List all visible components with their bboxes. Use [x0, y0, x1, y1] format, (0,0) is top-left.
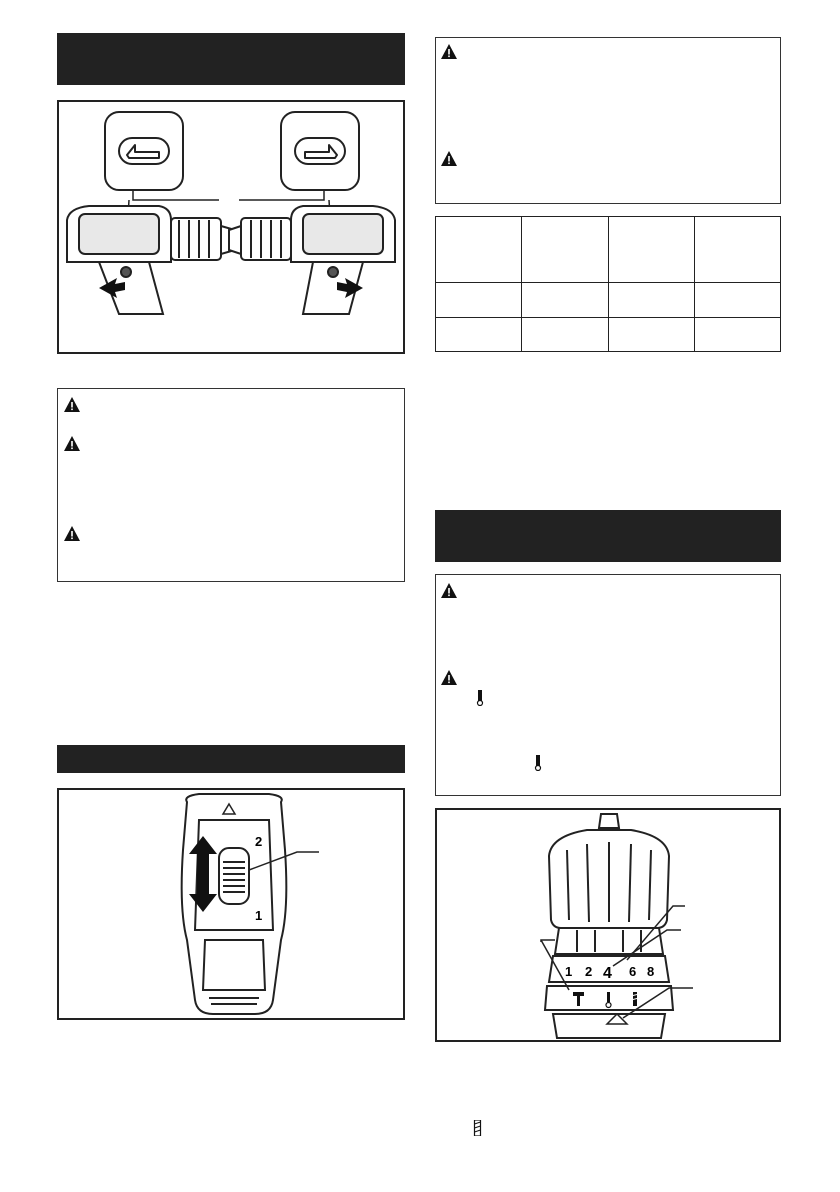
section-header-bar — [435, 510, 781, 562]
warning-icon — [441, 583, 457, 598]
torque-number: 8 — [647, 964, 655, 979]
drill-right — [229, 206, 395, 314]
warning-icon — [64, 526, 80, 541]
torque-number: 4 — [603, 965, 612, 982]
table-cell — [694, 283, 780, 318]
warning-box-left — [57, 388, 405, 582]
arrow-left-icon — [119, 138, 169, 164]
table-cell — [608, 217, 694, 283]
table-cell — [436, 283, 522, 318]
speed-slider — [219, 848, 249, 904]
reversing-switch-illustration — [59, 102, 403, 352]
table-cell — [522, 318, 608, 352]
section-header-bar — [57, 745, 405, 773]
speed-change-figure — [57, 788, 405, 1020]
warning-icon — [441, 151, 457, 166]
warning-icon — [441, 670, 457, 685]
spec-table — [435, 216, 781, 352]
table-cell — [522, 217, 608, 283]
table-cell — [436, 318, 522, 352]
table-cell — [608, 318, 694, 352]
position-2-label: 2 — [255, 834, 263, 849]
section-header-bar — [57, 33, 405, 85]
screw-icon — [475, 690, 485, 706]
table-cell — [694, 318, 780, 352]
torque-number: 1 — [565, 964, 573, 979]
table-cell — [436, 217, 522, 283]
warning-icon — [441, 44, 457, 59]
table-cell — [694, 217, 780, 283]
drill-left — [67, 206, 241, 314]
mode-ring-illustration — [437, 810, 779, 1040]
drill-icon — [473, 1120, 482, 1136]
warning-icon — [64, 397, 80, 412]
mode-ring-figure — [435, 808, 781, 1042]
speed-change-illustration — [59, 790, 403, 1018]
table-cell — [608, 283, 694, 318]
reversing-switch-figure — [57, 100, 405, 354]
torque-number: 2 — [585, 964, 593, 979]
warning-icon — [64, 436, 80, 451]
table-cell — [522, 283, 608, 318]
warning-box-right-2 — [435, 574, 781, 796]
position-1-label: 1 — [255, 908, 263, 923]
arrow-right-icon — [295, 138, 345, 164]
warning-box-right — [435, 37, 781, 204]
torque-number: 6 — [629, 964, 637, 979]
screw-icon — [533, 755, 543, 771]
